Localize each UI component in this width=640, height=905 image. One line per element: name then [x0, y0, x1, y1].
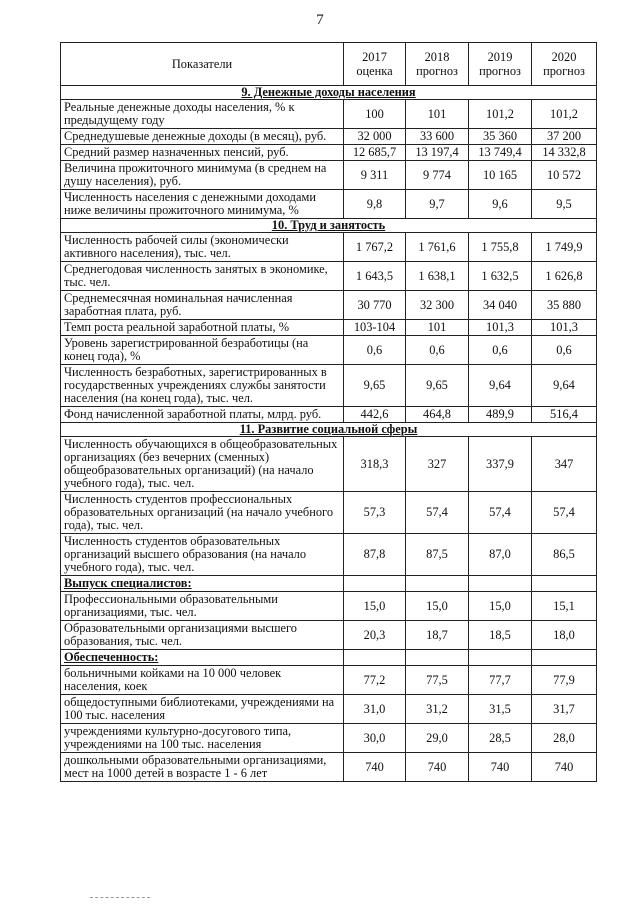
value-cell: 57,4	[532, 492, 597, 534]
column-header-2018	[406, 43, 469, 86]
value-cell: 9,64	[532, 365, 597, 407]
table-row	[61, 100, 597, 129]
footer-divider	[90, 897, 150, 898]
value-cell: 0,6	[344, 336, 406, 365]
table-row	[61, 534, 597, 576]
page-number: 7	[316, 12, 324, 28]
table-row	[61, 492, 597, 534]
section-title: 10. Труд и занятость	[61, 219, 597, 233]
table-row	[61, 592, 597, 621]
table-row	[61, 233, 597, 262]
value-cell: 1 632,5	[469, 262, 532, 291]
value-cell	[406, 576, 469, 592]
value-cell: 37 200	[532, 129, 597, 145]
value-cell: 740	[344, 753, 406, 782]
value-cell: 31,2	[406, 695, 469, 724]
column-kind: прогноз	[543, 64, 585, 78]
value-cell: 15,0	[344, 592, 406, 621]
indicator-column-header: Показатели	[61, 43, 344, 86]
value-cell: 15,0	[406, 592, 469, 621]
indicator-name: учреждениями культурно-досугового типа, учреждениями на 100 тыс. населения	[61, 724, 344, 753]
value-cell: 9 311	[344, 161, 406, 190]
value-cell: 31,7	[532, 695, 597, 724]
value-cell: 9,64	[469, 365, 532, 407]
section-row	[61, 423, 597, 437]
value-cell: 740	[406, 753, 469, 782]
value-cell: 30,0	[344, 724, 406, 753]
table-row	[61, 291, 597, 320]
indicator-name: больничными койками на 10 000 человек населения, коек	[61, 666, 344, 695]
value-cell	[469, 576, 532, 592]
indicator-name: Численность населения с денежными доходами ниже величины прожиточного минимума, %	[61, 190, 344, 219]
value-cell: 0,6	[532, 336, 597, 365]
table-row	[61, 145, 597, 161]
value-cell: 77,5	[406, 666, 469, 695]
indicator-name: Численность студентов образовательных организаций высшего образования (на начало учебного года), тыс. чел.	[61, 534, 344, 576]
value-cell: 9,65	[344, 365, 406, 407]
column-kind: прогноз	[479, 64, 521, 78]
value-cell: 33 600	[406, 129, 469, 145]
indicator-name: Темп роста реальной заработной платы, %	[61, 320, 344, 336]
subhead-row	[61, 650, 597, 666]
section-row	[61, 219, 597, 233]
value-cell: 57,4	[406, 492, 469, 534]
value-cell: 28,5	[469, 724, 532, 753]
value-cell: 101,2	[532, 100, 597, 129]
value-cell: 12 685,7	[344, 145, 406, 161]
indicator-name: Среднедушевые денежные доходы (в месяц), руб.	[61, 129, 344, 145]
indicator-name: Образовательными организациями высшего образования, тыс. чел.	[61, 621, 344, 650]
subhead-row	[61, 576, 597, 592]
table-row	[61, 262, 597, 291]
value-cell: 20,3	[344, 621, 406, 650]
value-cell: 1 626,8	[532, 262, 597, 291]
value-cell: 9,6	[469, 190, 532, 219]
value-cell: 1 638,1	[406, 262, 469, 291]
value-cell: 77,2	[344, 666, 406, 695]
value-cell: 18,0	[532, 621, 597, 650]
value-cell: 15,1	[532, 592, 597, 621]
table-row	[61, 190, 597, 219]
value-cell: 13 749,4	[469, 145, 532, 161]
value-cell: 337,9	[469, 437, 532, 492]
table-row	[61, 437, 597, 492]
value-cell: 103-104	[344, 320, 406, 336]
column-kind: оценка	[356, 64, 393, 78]
value-cell: 100	[344, 100, 406, 129]
indicator-name: общедоступными библиотеками, учреждениями на 100 тыс. населения	[61, 695, 344, 724]
column-year: 2017	[362, 50, 387, 64]
indicator-name: Уровень зарегистрированной безработицы (на конец года), %	[61, 336, 344, 365]
section-title: 9. Денежные доходы населения	[61, 86, 597, 100]
indicator-name: Профессиональными образовательными организациями, тыс. чел.	[61, 592, 344, 621]
value-cell: 101	[406, 320, 469, 336]
column-header-2017	[344, 43, 406, 86]
column-year: 2019	[487, 50, 513, 64]
table-row	[61, 753, 597, 782]
value-cell: 101,3	[532, 320, 597, 336]
value-cell: 101,3	[469, 320, 532, 336]
indicator-name: Среднегодовая численность занятых в экономике, тыс. чел.	[61, 262, 344, 291]
indicator-name: Численность безработных, зарегистрированных в государственных учреждениях службы занятости населения (на конец года), тыс. чел.	[61, 365, 344, 407]
value-cell: 28,0	[532, 724, 597, 753]
value-cell: 327	[406, 437, 469, 492]
value-cell: 35 360	[469, 129, 532, 145]
value-cell	[344, 576, 406, 592]
value-cell: 35 880	[532, 291, 597, 320]
value-cell: 57,3	[344, 492, 406, 534]
value-cell: 740	[532, 753, 597, 782]
table-row	[61, 621, 597, 650]
value-cell: 31,5	[469, 695, 532, 724]
value-cell: 516,4	[532, 407, 597, 423]
value-cell: 9,65	[406, 365, 469, 407]
table-header-row	[61, 43, 597, 86]
value-cell: 101,2	[469, 100, 532, 129]
table-row	[61, 666, 597, 695]
indicator-name: Средний размер назначенных пенсий, руб.	[61, 145, 344, 161]
value-cell: 18,7	[406, 621, 469, 650]
indicator-name: Численность обучающихся в общеобразовательных организациях (без вечерних (сменных) общеобразовательных организаций) (на начало учебного года), тыс. чел.	[61, 437, 344, 492]
value-cell	[532, 650, 597, 666]
value-cell: 87,5	[406, 534, 469, 576]
value-cell	[532, 576, 597, 592]
value-cell: 10 572	[532, 161, 597, 190]
section-title: 11. Развитие социальной сферы	[61, 423, 597, 437]
value-cell: 87,0	[469, 534, 532, 576]
value-cell: 86,5	[532, 534, 597, 576]
value-cell: 1 761,6	[406, 233, 469, 262]
value-cell: 1 643,5	[344, 262, 406, 291]
value-cell: 1 755,8	[469, 233, 532, 262]
value-cell: 34 040	[469, 291, 532, 320]
column-year: 2018	[424, 50, 450, 64]
value-cell: 101	[406, 100, 469, 129]
table-body	[61, 86, 597, 782]
value-cell: 29,0	[406, 724, 469, 753]
table-row	[61, 320, 597, 336]
value-cell: 9 774	[406, 161, 469, 190]
indicator-name: Численность рабочей силы (экономически активного населения), тыс. чел.	[61, 233, 344, 262]
indicators-table	[60, 42, 597, 782]
table-row	[61, 161, 597, 190]
value-cell	[469, 650, 532, 666]
value-cell: 14 332,8	[532, 145, 597, 161]
value-cell: 9,8	[344, 190, 406, 219]
table-row	[61, 365, 597, 407]
table-row	[61, 724, 597, 753]
value-cell: 31,0	[344, 695, 406, 724]
subhead-label: Обеспеченность:	[61, 650, 344, 666]
column-header-2020	[532, 43, 597, 86]
value-cell: 9,5	[532, 190, 597, 219]
value-cell: 347	[532, 437, 597, 492]
indicator-name: Фонд начисленной заработной платы, млрд. руб.	[61, 407, 344, 423]
value-cell: 77,9	[532, 666, 597, 695]
value-cell: 18,5	[469, 621, 532, 650]
indicator-name: Численность студентов профессиональных образовательных организаций (на начало учебного года), тыс. чел.	[61, 492, 344, 534]
value-cell: 0,6	[469, 336, 532, 365]
value-cell: 77,7	[469, 666, 532, 695]
value-cell: 318,3	[344, 437, 406, 492]
table-row	[61, 695, 597, 724]
indicator-name: Среднемесячная номинальная начисленная заработная плата, руб.	[61, 291, 344, 320]
indicator-name: Величина прожиточного минимума (в среднем на душу населения), руб.	[61, 161, 344, 190]
indicator-name: Реальные денежные доходы населения, % к предыдущему году	[61, 100, 344, 129]
value-cell: 57,4	[469, 492, 532, 534]
value-cell: 10 165	[469, 161, 532, 190]
value-cell: 87,8	[344, 534, 406, 576]
value-cell: 442,6	[344, 407, 406, 423]
value-cell: 32 000	[344, 129, 406, 145]
indicator-name: дошкольными образовательными организациями, мест на 1000 детей в возрасте 1 - 6 лет	[61, 753, 344, 782]
value-cell: 740	[469, 753, 532, 782]
value-cell: 1 749,9	[532, 233, 597, 262]
table-row	[61, 336, 597, 365]
column-kind: прогноз	[416, 64, 458, 78]
value-cell: 464,8	[406, 407, 469, 423]
table-row	[61, 407, 597, 423]
column-header-2019	[469, 43, 532, 86]
value-cell	[406, 650, 469, 666]
value-cell: 1 767,2	[344, 233, 406, 262]
column-year: 2020	[551, 50, 577, 64]
section-row	[61, 86, 597, 100]
value-cell: 32 300	[406, 291, 469, 320]
value-cell: 0,6	[406, 336, 469, 365]
value-cell: 30 770	[344, 291, 406, 320]
value-cell	[344, 650, 406, 666]
table-row	[61, 129, 597, 145]
value-cell: 13 197,4	[406, 145, 469, 161]
value-cell: 15,0	[469, 592, 532, 621]
value-cell: 489,9	[469, 407, 532, 423]
value-cell: 9,7	[406, 190, 469, 219]
subhead-label: Выпуск специалистов:	[61, 576, 344, 592]
